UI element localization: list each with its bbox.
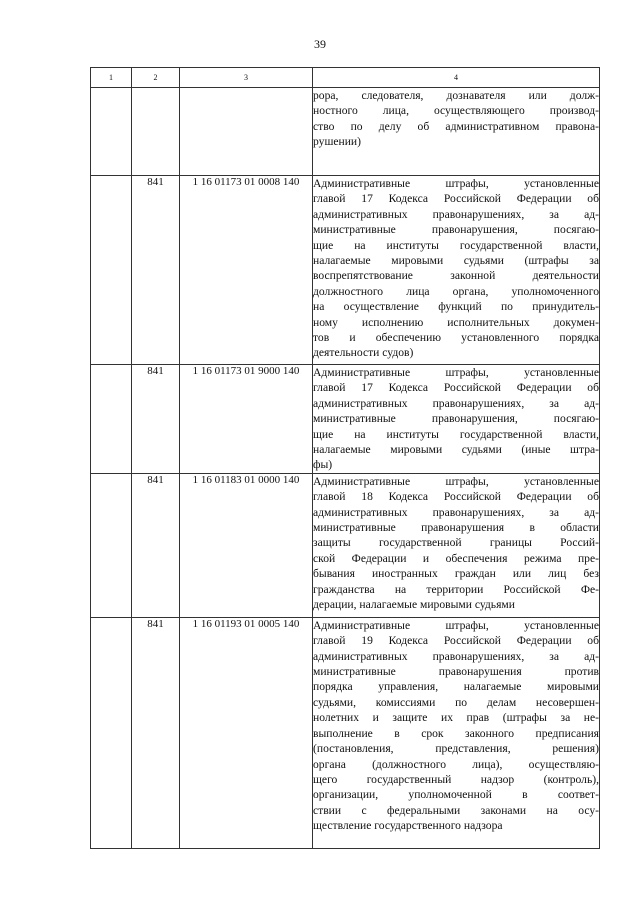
description-line: налагаемые мировыми судьями (штрафы за xyxy=(313,254,599,268)
description-line: главой 17 Кодекса Российской Федерации об xyxy=(313,192,599,206)
description-line: министративные правонарушения в области xyxy=(313,521,599,535)
description-line: гражданства на территории Российской Фе- xyxy=(313,582,599,596)
description-line: Административные штрафы, установленные xyxy=(313,366,599,379)
column-header-3: 3 xyxy=(180,68,313,88)
column-header-2: 2 xyxy=(132,68,180,88)
income-code-cell xyxy=(180,88,313,176)
cell-col-1 xyxy=(91,473,132,617)
description-line: ской Федерации и обеспечения режима пре- xyxy=(313,551,599,565)
description-line: щего государственный надзор (контроль), xyxy=(313,772,599,786)
table-row xyxy=(91,473,600,617)
description-line: Административные штрафы, установленные xyxy=(313,618,599,632)
description-line: главой 18 Кодекса Российской Федерации об xyxy=(313,490,599,504)
description-line: нолетних и защите их прав (штрафы за не- xyxy=(313,711,599,725)
income-code-cell: 1 16 01173 01 9000 140 xyxy=(180,365,313,474)
administrator-code-cell: 841 xyxy=(132,176,180,365)
cell-col-1 xyxy=(91,617,132,848)
income-description-cell xyxy=(313,365,600,474)
description-line: органа (должностного лица), осуществляю- xyxy=(313,757,599,771)
description-line: административных правонарушениях, за ад- xyxy=(313,396,599,410)
description-line: на осуществление функций по принудитель- xyxy=(313,300,599,314)
description-line: щие на институты государственной власти, xyxy=(313,238,599,252)
column-header-1: 1 xyxy=(91,68,132,88)
table-row xyxy=(91,176,600,365)
income-code-cell: 1 16 01173 01 0008 140 xyxy=(180,176,313,365)
description-line: Административные штрафы, установленные xyxy=(313,177,599,190)
description-line: должностного лица органа, уполномоченного xyxy=(313,284,599,298)
income-code-cell: 1 16 01183 01 0000 140 xyxy=(180,473,313,617)
cell-col-1 xyxy=(91,176,132,365)
table-row xyxy=(91,617,600,848)
description-line: щие на институты государственной власти, xyxy=(313,427,599,441)
administrator-code-cell xyxy=(132,88,180,176)
cell-col-1 xyxy=(91,365,132,474)
table-row xyxy=(91,365,600,474)
description-line: административных правонарушениях, за ад- xyxy=(313,207,599,221)
table-header-row xyxy=(91,68,600,88)
description-line: организации, уполномоченной в соответ- xyxy=(313,788,599,802)
description-line: министративные правонарушения, посягаю- xyxy=(313,412,599,426)
administrator-code-cell: 841 xyxy=(132,365,180,474)
description-line: дерации, налагаемые мировыми судьями xyxy=(313,598,515,612)
description-line: министративные правонарушения против xyxy=(313,665,599,679)
administrator-code-cell: 841 xyxy=(132,473,180,617)
description-line: рушении) xyxy=(313,135,361,149)
description-line: выполнение в срок законного предписания xyxy=(313,726,599,740)
page-number: 39 xyxy=(314,37,326,51)
description-line: ствии с федеральными законами на осу- xyxy=(313,803,599,817)
description-line: административных правонарушениях, за ад- xyxy=(313,505,599,519)
description-line: судьями, комиссиями по делам несовершен- xyxy=(313,695,599,709)
description-line: бывания иностранных граждан или лиц без xyxy=(313,567,599,581)
description-line: министративные правонарушения, посягаю- xyxy=(313,223,599,237)
description-line: (постановления, представления, решения) xyxy=(313,742,599,756)
description-line: ществление государственного надзора xyxy=(313,819,503,833)
description-line: ному исполнению исполнительных докумен- xyxy=(313,315,599,329)
description-line: налагаемые мировыми судьями (иные штра- xyxy=(313,443,599,457)
column-header-4: 4 xyxy=(313,68,600,88)
income-description-cell xyxy=(313,176,600,365)
description-line: защиты государственной границы Россий- xyxy=(313,536,599,550)
table-body xyxy=(91,88,600,849)
description-line: главой 17 Кодекса Российской Федерации об xyxy=(313,381,599,395)
description-line: деятельности судов) xyxy=(313,346,414,360)
cell-col-1 xyxy=(91,88,132,176)
description-line: административных правонарушениях, за ад- xyxy=(313,649,599,663)
description-line: тов и обеспечению установленного порядка xyxy=(313,331,599,345)
description-line: Административные штрафы, установленные xyxy=(313,474,599,488)
income-description-cell xyxy=(313,88,600,176)
description-line: воспрепятствование законной деятельности xyxy=(313,269,599,283)
description-line: ностного лица, осуществляющего производ- xyxy=(313,104,599,118)
description-line: главой 19 Кодекса Российской Федерации об xyxy=(313,634,599,648)
administrator-code-cell: 841 xyxy=(132,617,180,848)
table-row xyxy=(91,88,600,176)
description-line: порядка управления, налагаемые мировыми xyxy=(313,680,599,694)
description-line: фы) xyxy=(313,458,333,472)
income-code-cell: 1 16 01193 01 0005 140 xyxy=(180,617,313,848)
description-line: рора, следователя, дознавателя или долж- xyxy=(313,89,599,102)
budget-classification-table xyxy=(90,67,600,849)
income-description-cell xyxy=(313,617,600,848)
income-description-cell xyxy=(313,473,600,617)
description-line: ство по делу об административном правона- xyxy=(313,119,599,133)
